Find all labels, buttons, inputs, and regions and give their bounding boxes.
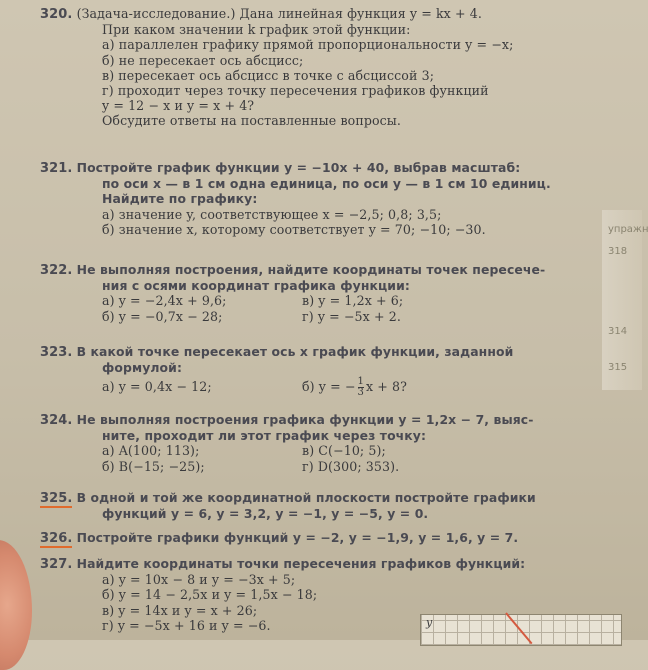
problem-item: б) y = 14 − 2,5x и y = 1,5x − 18; (102, 587, 318, 603)
problem-item: г) y = −5x + 16 и y = −6. (102, 617, 271, 633)
sidebar-fragment: 318 (608, 246, 628, 257)
problem-item: y = 12 − x и y = x + 4? (102, 98, 255, 114)
problem-text: Найдите по графику: (102, 191, 258, 207)
problem-item: а) y = −2,4x + 9,6; (102, 293, 227, 309)
problem-text: Обсудите ответы на поставленные вопросы. (102, 113, 402, 129)
fraction-denominator: 3 (357, 387, 364, 399)
problem-item: б) не пересекает ось абсцисс; (102, 52, 304, 68)
problem-item: б) B(−15; −25); (102, 458, 205, 474)
problem-item: а) значение y, соответствующее x = −2,5; 0,8; 3,5; (102, 206, 442, 222)
problem-text: функций y = 6, y = 3,2, y = −1, y = −5, y = 0. (102, 506, 429, 522)
problem-326 (40, 530, 636, 546)
problem-item: а) y = 10x − 8 и y = −3x + 5; (102, 572, 296, 588)
problem-item: в) пересекает ось абсцисс в точке с абсциссой 3; (102, 67, 435, 83)
sidebar-fragment: упражн (608, 224, 648, 235)
problem-text: Не выполняя построения графика функции y = 1,2x − 7, выяс- (76, 412, 534, 427)
problem-text: В одной и той же координатной плоскости постройте графики (76, 490, 536, 505)
problem-number: 320. (40, 7, 73, 22)
graph-y-label: y (426, 616, 433, 629)
problem-number: 323. (40, 345, 73, 360)
problem-320 (40, 6, 636, 129)
problem-item-prefix: б) y = − (302, 379, 356, 395)
problem-item: б) значение x, которому соответствует y = 70; −10; −30. (102, 221, 486, 237)
problem-item: б) y = −0,7x − 28; (102, 308, 223, 324)
problem-321 (40, 160, 636, 237)
problem-text: ния с осями координат графика функции: (102, 278, 410, 294)
problem-number: 324. (40, 413, 73, 428)
problem-number: 325. (40, 491, 73, 506)
problem-item: в) y = 14x и y = x + 26; (102, 602, 258, 618)
problem-number: 322. (40, 263, 73, 278)
sidebar-fragment: 314 (608, 326, 628, 337)
problem-item: г) D(300; 353). (302, 458, 400, 474)
fraction-numerator: 1 (357, 376, 364, 388)
problem-item: г) проходит через точку пересечения графиков функций (102, 83, 489, 99)
sidebar-fragment: 315 (608, 362, 628, 373)
problem-text: по оси x — в 1 см одна единица, по оси y — в 1 см 10 единиц. (102, 176, 551, 192)
problem-number: 326. (40, 531, 73, 546)
problem-item-suffix: x + 8? (366, 379, 408, 395)
problem-number: 327. (40, 557, 73, 572)
problem-item: в) y = 1,2x + 6; (302, 293, 404, 309)
problem-text: формулой: (102, 360, 183, 376)
problem-text: ните, проходит ли этот график через точку: (102, 428, 427, 444)
problem-text: Не выполняя построения, найдите координаты точек пересече- (76, 262, 546, 277)
problem-324 (40, 412, 636, 474)
problem-number: 321. (40, 161, 73, 176)
problem-item: а) y = 0,4x − 12; (102, 379, 212, 395)
problem-item-fraction (302, 375, 407, 399)
problem-text: (Задача-исследование.) Дана линейная функция y = kx + 4. (76, 6, 482, 21)
problem-text: Найдите координаты точки пересечения графиков функций: (76, 556, 526, 571)
problem-item: а) A(100; 113); (102, 443, 200, 459)
problem-text: Постройте графики функций y = −2, y = −1,9, y = 1,6, y = 7. (76, 530, 519, 545)
problem-text: Постройте график функции y = −10x + 40, выбрав масштаб: (76, 160, 521, 175)
problem-322 (40, 262, 636, 324)
problem-item: в) C(−10; 5); (302, 443, 386, 459)
problem-323 (40, 344, 636, 399)
problem-325 (40, 490, 636, 521)
problem-text: При каком значении k график этой функции: (102, 22, 411, 38)
problem-item: а) параллелен графику прямой пропорциональности y = −x; (102, 37, 514, 53)
problem-item: г) y = −5x + 2. (302, 308, 401, 324)
finger-photo-edge (0, 540, 32, 670)
problem-text: В какой точке пересекает ось x график функции, заданной (76, 344, 514, 359)
fraction (358, 377, 364, 398)
